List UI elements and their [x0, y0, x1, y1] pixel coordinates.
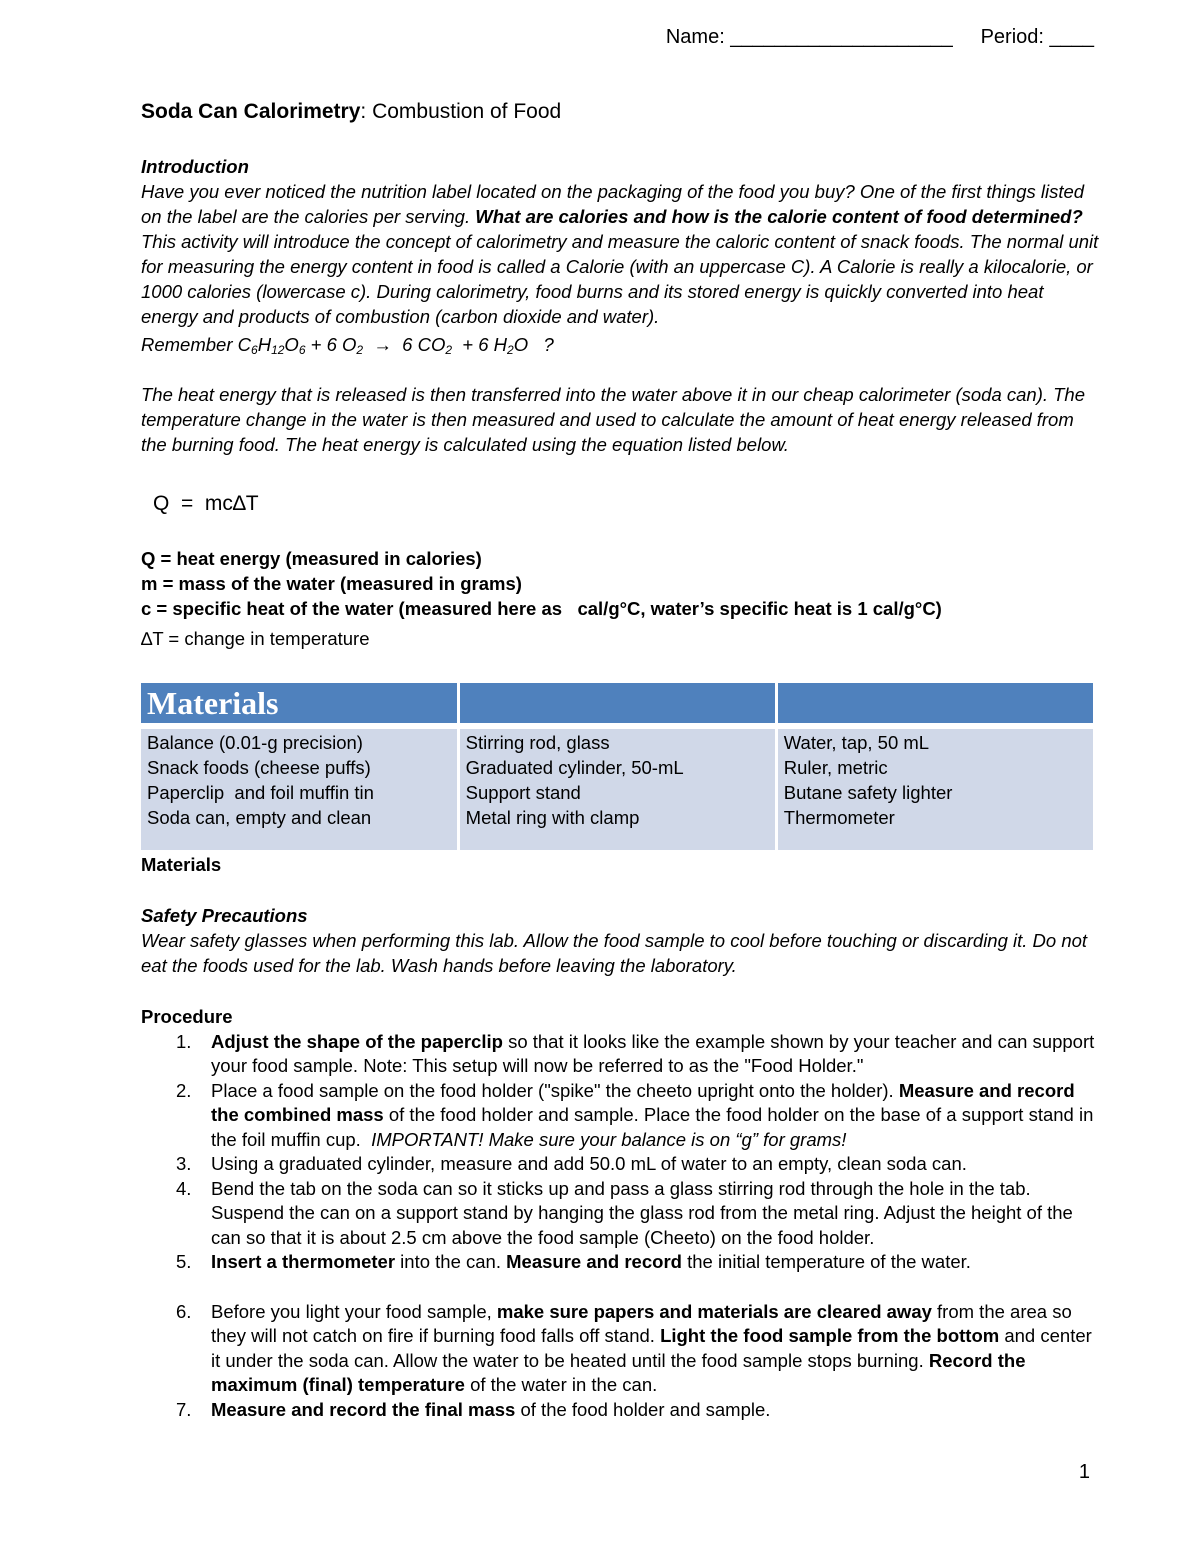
step-text: of the food holder and sample. Place the food holder on the base of a support stand in the foil muffin cup. [211, 1104, 1099, 1150]
material-item: Paperclip and foil muffin tin [147, 782, 374, 803]
materials-label: Materials [141, 854, 222, 875]
safety-text: Wear safety glasses when performing this lab. Allow the food sample to cool before touching or discarding it. Do not eat the foods used for the lab. Wash hands before leaving the laboratory. [141, 930, 1088, 976]
procedure-step [141, 1398, 1101, 1423]
intro-question: What are calories and how is the calorie content of food determined? [475, 206, 1083, 227]
step-text: Bend the tab on the soda can so it sticks up and pass a glass stirring rod through the hole in the tab. Suspend the can on a support stand by hanging the glass rod from the metal ring. Adjust the height of the can so that it is about 2.5 cm above the food sample (Cheeto) on the food holder. [211, 1177, 1073, 1248]
procedure-step [141, 1177, 1101, 1251]
procedure-step [141, 1152, 1101, 1177]
reaction-end: O ? [513, 334, 554, 355]
title-bold: Soda Can Calorimetry [141, 100, 361, 123]
procedure-heading: Procedure [141, 1006, 233, 1027]
name-label: Name: ____________________ [665, 26, 953, 48]
intro-paragraph-2: The heat energy that is released is then transferred into the water above it in our cheap calorimeter (soda can). The temperature change in the water is then measured and used to calculate the amount of heat energy released from the burning food. The heat energy is calculated using the equation listed below. [141, 384, 1086, 455]
name-period-line [666, 26, 1094, 49]
step-text: so that it looks like the example shown by your teacher and can support your food sample. Note: This setup will now be referred to as the "Food Holder." [211, 1030, 1095, 1076]
intro-text-b: This activity will introduce the concept of calorimetry and measure the caloric content of snack foods. The normal unit for measuring the energy content in food is called a Calorie (with an uppercase C). A Calorie is really a kilocalorie, or 1000 calories (lowercase c). During calorimetry, food burns and its stored energy is quickly converted into heat energy and products of combustion (carbon dioxide and water). [141, 231, 1099, 327]
step-number: 6. [176, 1300, 192, 1322]
sub: 2 [507, 343, 514, 357]
sub: 12 [271, 343, 285, 357]
procedure-list [141, 1030, 1101, 1423]
material-item: Stirring rod, glass [465, 732, 610, 753]
reaction-prefix: Remember C [141, 334, 251, 355]
step-bold: make sure papers and materials are cleared away [496, 1300, 932, 1322]
materials-table-header: Materials [141, 683, 460, 723]
procedure-step [141, 1030, 1101, 1079]
step-text: of the food holder and sample. [515, 1398, 771, 1420]
period-label: Period: ____ [980, 26, 1094, 48]
step-text: Before you light your food sample, [211, 1300, 497, 1322]
page-number: 1 [1078, 1461, 1090, 1483]
introduction-heading: Introduction [141, 156, 249, 177]
material-item: Snack foods (cheese puffs) [147, 757, 371, 778]
step-bold: Measure and record the combined mass [211, 1079, 1075, 1125]
step-bold: Light the food sample from the bottom [660, 1325, 1000, 1346]
step-text: from the area so they will not catch on fire if burning food falls off stand. [211, 1300, 1072, 1346]
reaction-equation [141, 332, 1101, 357]
step-text: of the water in the can. [464, 1374, 658, 1395]
procedure-step [141, 1300, 1101, 1398]
step-number: 2. [176, 1079, 192, 1101]
material-item: Graduated cylinder, 50-mL [465, 757, 684, 778]
procedure-section [141, 1005, 1101, 1422]
title-rest: : Combustion of Food [360, 100, 562, 123]
step-number: 3. [176, 1153, 192, 1174]
sub: 2 [445, 343, 453, 357]
material-item: Water, tap, 50 mL [783, 732, 930, 753]
material-item: Ruler, metric [783, 757, 888, 778]
material-item: Soda can, empty and clean [147, 807, 372, 828]
step-text: and center it under the soda can. Allow the water to be heated until the food sample stops burning. [211, 1325, 1092, 1371]
safety-section [141, 903, 1101, 978]
reaction-part: + 6 H [452, 334, 508, 355]
material-item: Balance (0.01-g precision) [147, 732, 363, 753]
materials-table [141, 683, 1093, 850]
material-item: Thermometer [783, 807, 895, 828]
material-item: Support stand [465, 782, 581, 803]
step-number: 5. [176, 1251, 192, 1272]
step-bold: Record the maximum (final) temperature [211, 1349, 1026, 1395]
step-number: 7. [176, 1398, 192, 1420]
step-text: into the can. [395, 1251, 507, 1272]
materials-header-blank [460, 683, 778, 723]
sub: 2 [356, 343, 364, 357]
step-number: 4. [176, 1177, 192, 1199]
reaction-part: H [257, 334, 272, 355]
reaction-part: O [284, 334, 299, 355]
step-italic: IMPORTANT! Make sure your balance is on “g” for grams! [371, 1128, 847, 1150]
step-bold: Adjust the shape of the paperclip [211, 1030, 503, 1052]
def-dt: ∆T = change in temperature [141, 628, 370, 649]
def-c: c = specific heat of the water (measured here as cal/g°C, water’s specific heat is 1 cal/g°C) [141, 598, 942, 619]
introduction-section [141, 154, 1101, 457]
step-text: Using a graduated cylinder, measure and add 50.0 mL of water to an empty, clean soda can. [211, 1153, 967, 1174]
def-q: Q = heat energy (measured in calories) [141, 548, 482, 569]
def-m: m = mass of the water (measured in grams) [141, 573, 522, 594]
material-item: Metal ring with clamp [465, 807, 640, 828]
intro-text-a: Have you ever noticed the nutrition label located on the packaging of the food you buy? One of the first things listed on the label are the calories per serving. [141, 181, 1085, 227]
step-bold: Insert a thermometer [211, 1251, 396, 1272]
step-bold: Measure and record [506, 1251, 682, 1272]
page-title [141, 100, 561, 124]
materials-header-blank [778, 683, 1093, 723]
reaction-part: + 6 O [305, 334, 357, 355]
reaction-arrow: → 6 CO [363, 334, 446, 355]
sub: 6 [251, 343, 258, 357]
step-number: 1. [176, 1030, 192, 1052]
heat-equation: Q = mc∆T [153, 492, 259, 515]
procedure-step [141, 1250, 1101, 1275]
step-text: the initial temperature of the water. [681, 1251, 971, 1272]
procedure-step [141, 1079, 1101, 1153]
intro-paragraph-1 [141, 179, 1101, 329]
safety-heading: Safety Precautions [141, 905, 308, 926]
materials-column-3 [778, 729, 1093, 850]
material-item: Butane safety lighter [783, 782, 953, 803]
variable-definitions [141, 546, 942, 651]
step-bold: Measure and record the final mass [211, 1398, 516, 1420]
sub: 6 [298, 343, 306, 357]
step-text: Place a food sample on the food holder ("spike" the cheeto upright onto the holder). [211, 1079, 899, 1101]
materials-column-2 [460, 729, 778, 850]
materials-column-1 [141, 729, 460, 850]
